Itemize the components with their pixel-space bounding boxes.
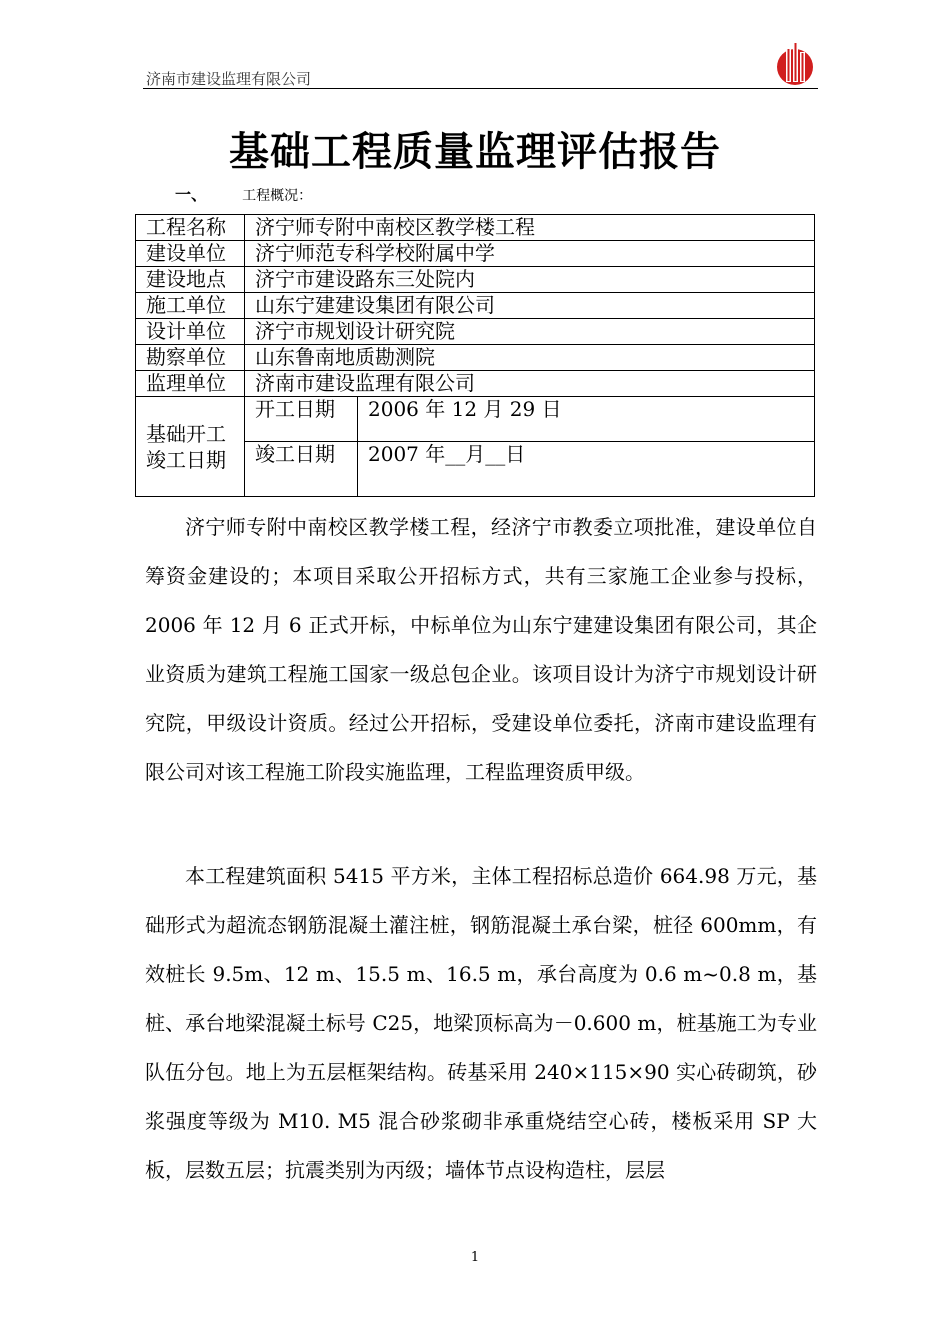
row-value: 济宁师专附中南校区教学楼工程 xyxy=(245,215,815,241)
end-date-label: 竣工日期 xyxy=(245,442,358,497)
row-key: 建设地点 xyxy=(136,267,245,293)
header-company-name: 济南市建设监理有限公司 xyxy=(146,70,312,88)
dates-key-cell xyxy=(136,397,245,497)
row-value: 山东宁建建设集团有限公司 xyxy=(245,293,815,319)
page-number: 1 xyxy=(470,1250,480,1265)
table-row xyxy=(136,293,815,319)
table-row xyxy=(136,345,815,371)
start-date-value: 2006 年 12 月 29 日 xyxy=(358,397,815,442)
row-key: 监理单位 xyxy=(136,371,245,397)
body-paragraph: 本工程建筑面积 5415 平方米，主体工程招标总造价 664.98 万元，基础形式为超流态钢筋混凝土灌注桩，钢筋混凝土承台梁，桩径 600mm，有效桩长 9.5m、12 m、15.5 m、16.5 m，承台高度为 0.6 m~0.8 m，基桩、承台地梁混凝土标号 C25，地梁顶标高为－0.600 m，桩基施工为专业队伍分包。地上为五层框架结构。砖基采用 240×115×90 实心砖砌筑，砂浆强度等级为 M10. M5 混合砂浆砌非承重烧结空心砖，楼板采用 SP 大板，层数五层；抗震类别为丙级；墙体节点设构造柱，层层 xyxy=(145,864,817,1182)
section-heading xyxy=(175,182,312,205)
dates-key-line2: 竣工日期 xyxy=(146,447,226,472)
row-value: 济宁市规划设计研究院 xyxy=(245,319,815,345)
table-row xyxy=(136,267,815,293)
section-number: 一、 xyxy=(175,185,208,204)
row-key: 勘察单位 xyxy=(136,345,245,371)
row-key: 施工单位 xyxy=(136,293,245,319)
table-row-start-date xyxy=(136,397,815,442)
row-key: 建设单位 xyxy=(136,241,245,267)
section-label: 工程概况： xyxy=(242,188,313,204)
company-logo-icon xyxy=(772,40,818,86)
row-key: 工程名称 xyxy=(136,215,245,241)
body-paragraph: 济宁师专附中南校区教学楼工程，经济宁市教委立项批准，建设单位自筹资金建设的；本项目采取公开招标方式，共有三家施工企业参与投标，2006 年 12 月 6 正式开标，中标单位为山东宁建建设集团有限公司，其企业资质为建筑工程施工国家一级总包企业。该项目设计为济宁市规划设计研究院，甲级设计资质。经过公开招标，受建设单位委托，济南市建设监理有限公司对该工程施工阶段实施监理，工程监理资质甲级。 xyxy=(145,515,817,784)
row-key: 设计单位 xyxy=(136,319,245,345)
header-divider xyxy=(143,88,818,89)
row-value: 济南市建设监理有限公司 xyxy=(245,371,815,397)
row-value: 济宁市建设路东三处院内 xyxy=(245,267,815,293)
row-value: 山东鲁南地质勘测院 xyxy=(245,345,815,371)
table-row xyxy=(136,241,815,267)
start-date-label: 开工日期 xyxy=(245,397,358,442)
table-row xyxy=(136,371,815,397)
dates-key-line1: 基础开工 xyxy=(146,421,226,446)
project-info-table xyxy=(135,214,815,497)
table-row xyxy=(136,319,815,345)
row-value: 济宁师范专科学校附属中学 xyxy=(245,241,815,267)
end-date-value: 2007 年__月__日 xyxy=(358,442,815,497)
table-row xyxy=(136,215,815,241)
document-title: 基础工程质量监理评估报告 xyxy=(229,129,721,175)
